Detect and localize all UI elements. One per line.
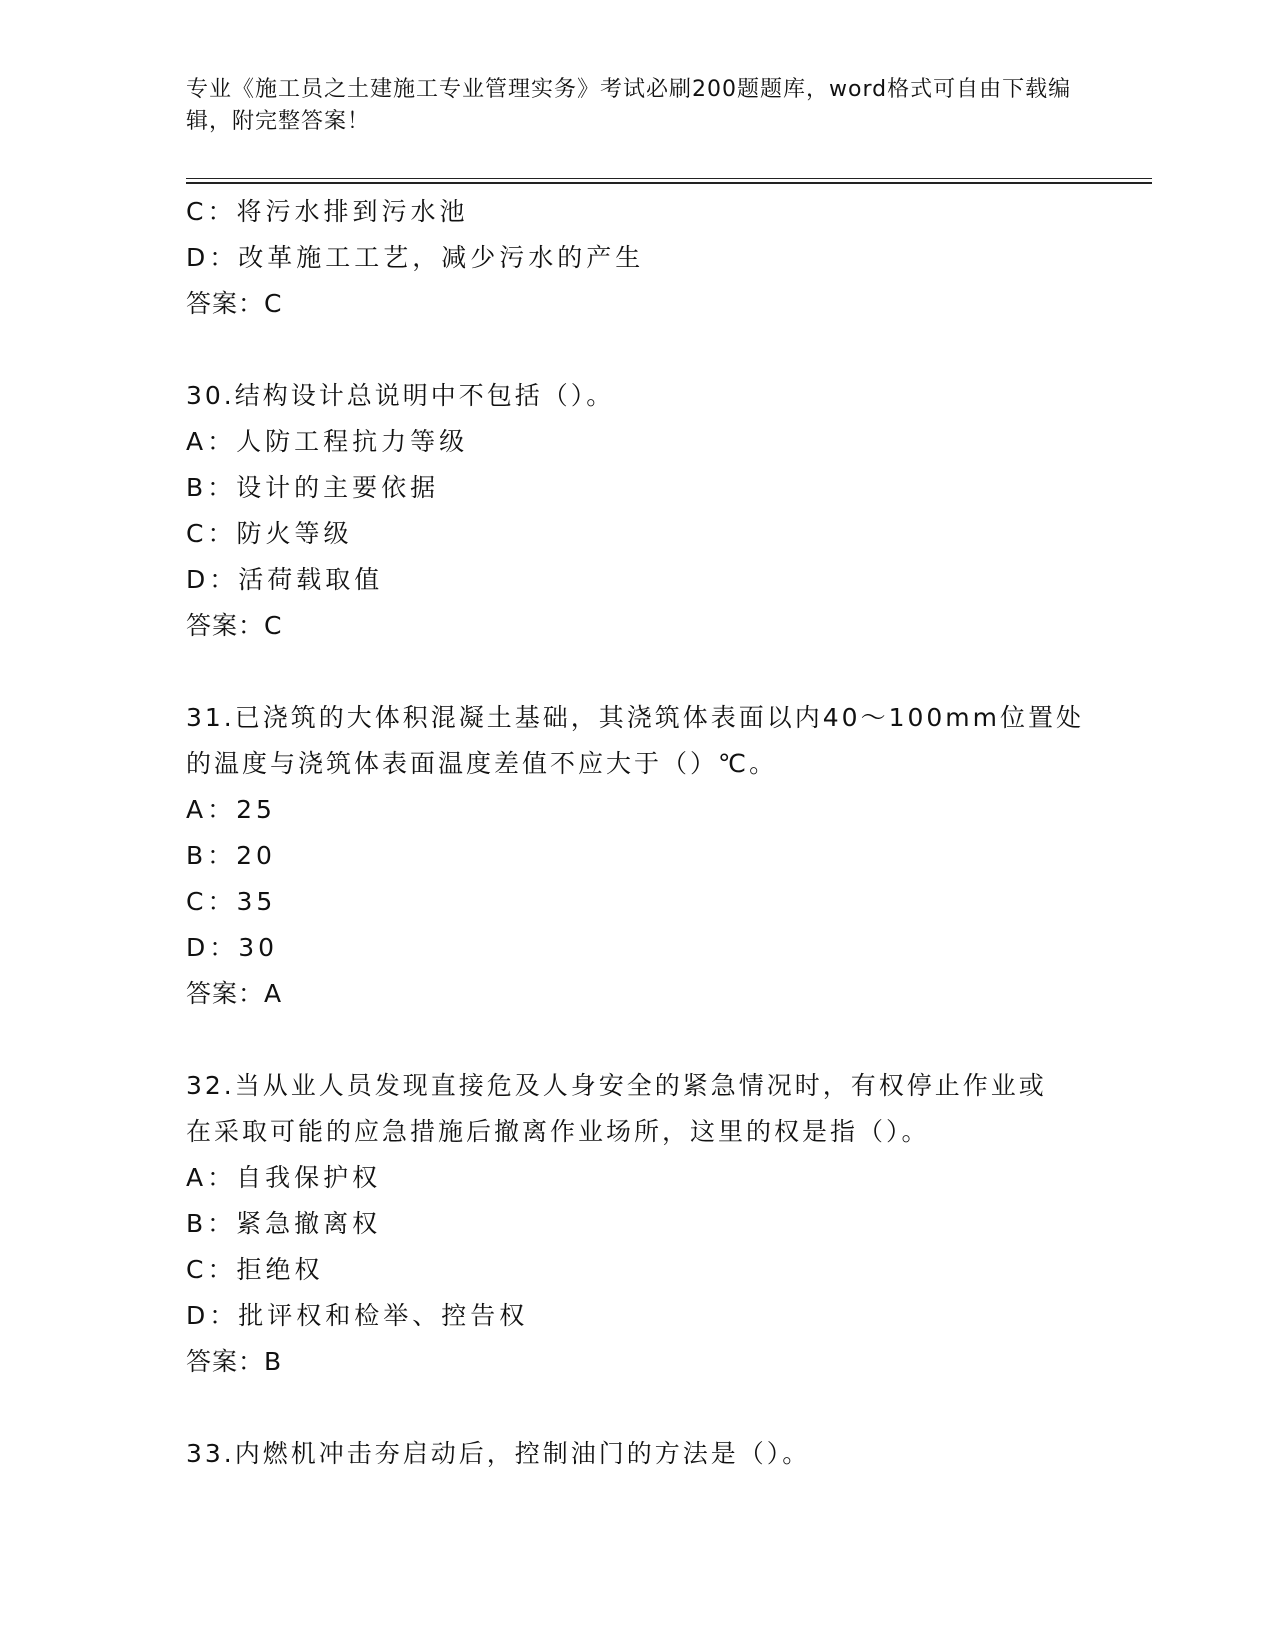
option-a: A：自我保护权 bbox=[186, 1163, 382, 1192]
option-d: D：活荷载取值 bbox=[186, 565, 384, 594]
answer: 答案：C bbox=[186, 289, 283, 318]
document-body bbox=[186, 189, 1086, 1477]
spacer bbox=[186, 1017, 1086, 1063]
question-stem-line-1: 32.当从业人员发现直接危及人身安全的紧急情况时，有权停止作业或 bbox=[186, 1071, 1047, 1100]
spacer bbox=[186, 327, 1086, 373]
option-a: A：人防工程抗力等级 bbox=[186, 427, 469, 456]
option-c: C：35 bbox=[186, 887, 277, 916]
answer: 答案：B bbox=[186, 1347, 283, 1376]
question-31 bbox=[186, 695, 1086, 1017]
option-a: A：25 bbox=[186, 795, 276, 824]
option-c: C：防火等级 bbox=[186, 519, 353, 548]
option-b: B：设计的主要依据 bbox=[186, 473, 440, 502]
option-d: D：改革施工工艺，减少污水的产生 bbox=[186, 243, 645, 272]
spacer bbox=[186, 649, 1086, 695]
question-stem-line-2: 在采取可能的应急措施后撤离作业场所，这里的权是指（）。 bbox=[186, 1117, 930, 1146]
question-stem: 33.内燃机冲击夯启动后，控制油门的方法是（）。 bbox=[186, 1439, 811, 1468]
option-b: B：紧急撤离权 bbox=[186, 1209, 382, 1238]
option-c: C：将污水排到污水池 bbox=[186, 197, 469, 226]
spacer bbox=[186, 1385, 1086, 1431]
question-stem: 30.结构设计总说明中不包括（）。 bbox=[186, 381, 615, 410]
question-stem-line-2: 的温度与浇筑体表面温度差值不应大于（）℃。 bbox=[186, 749, 778, 778]
option-d: D：30 bbox=[186, 933, 279, 962]
question-32 bbox=[186, 1063, 1086, 1385]
header-divider-thin bbox=[186, 178, 1152, 179]
header-divider-thick bbox=[186, 182, 1152, 184]
option-c: C：拒绝权 bbox=[186, 1255, 324, 1284]
previous-question-tail bbox=[186, 189, 1086, 327]
answer: 答案：A bbox=[186, 979, 283, 1008]
document-header: 专业《施工员之土建施工专业管理实务》考试必刷200题题库，word格式可自由下载编辑，附完整答案！ bbox=[186, 77, 1072, 134]
option-b: B：20 bbox=[186, 841, 276, 870]
question-stem-line-1: 31.已浇筑的大体积混凝土基础，其浇筑体表面以内40～100mm位置处 bbox=[186, 703, 1084, 732]
option-d: D：批评权和检举、控告权 bbox=[186, 1301, 529, 1330]
question-33 bbox=[186, 1431, 1086, 1477]
question-30 bbox=[186, 373, 1086, 649]
answer: 答案：C bbox=[186, 611, 283, 640]
